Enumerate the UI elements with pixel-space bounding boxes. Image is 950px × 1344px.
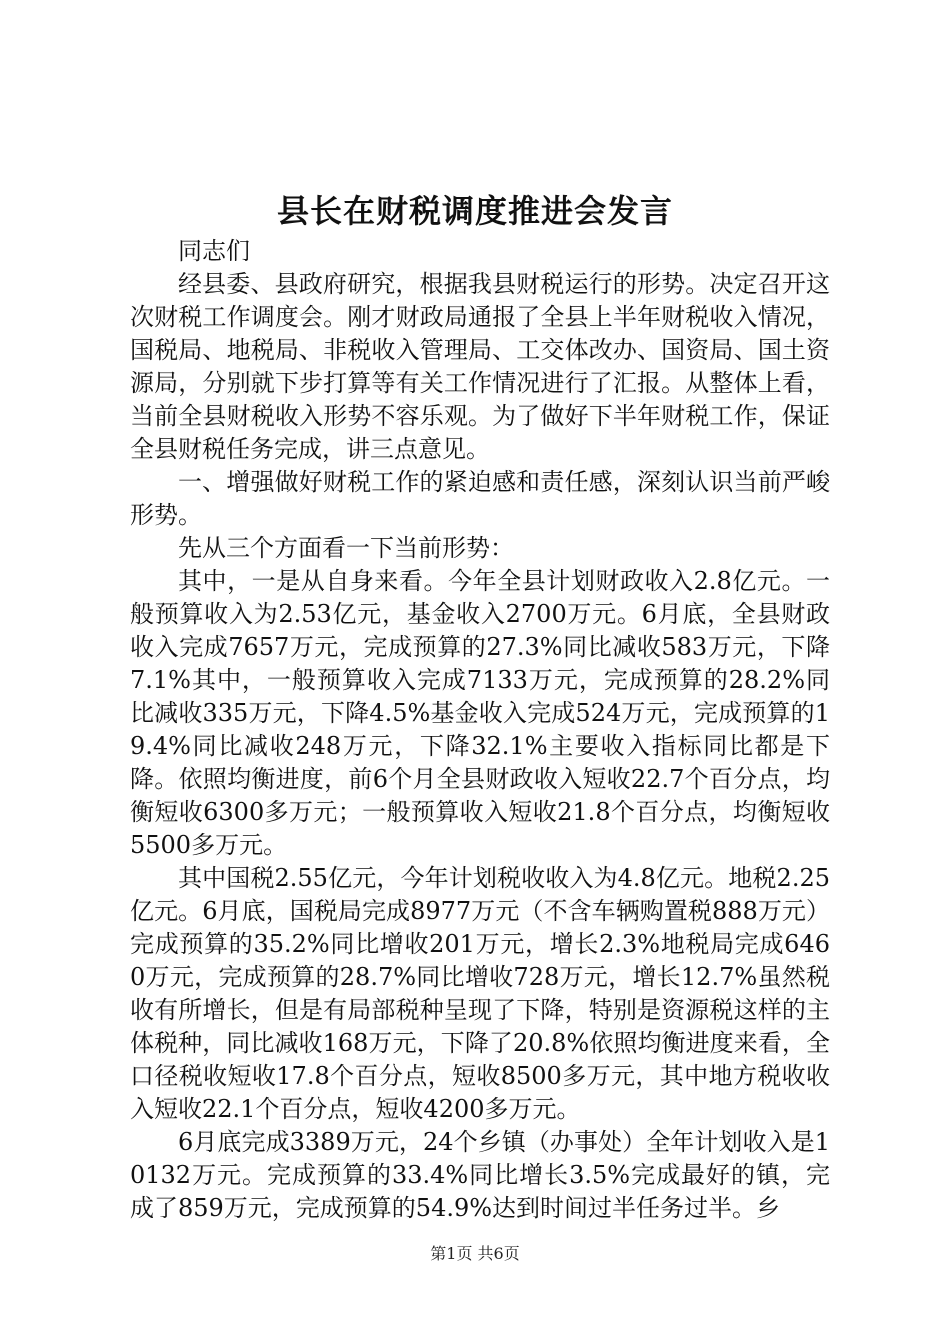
paragraph-tax-revenue: 其中国税2.55亿元，今年计划税收收入为4.8亿元。地税2.25亿元。6月底，国税局完成8977万元（不含车辆购置税888万元）完成预算的35.2%同比增收201万元，增长2.3%地税局完成6460万元，完成预算的28.7%同比增收728万元，增长12.7%虽然税收有所增长，但是有局部税种呈现了下降，特别是资源税这样的主体税种，同比减收168万元，下降了20.8%依照均衡进度来看，全口径税收短收17.8个百分点，短收8500多万元，其中地方税收收入短收22.1个百分点，短收4200多万元。 — [130, 864, 830, 1123]
paragraph-situation-intro: 先从三个方面看一下当前形势： — [178, 534, 514, 562]
paragraph-township-revenue: 6月底完成3389万元，24个乡镇（办事处）全年计划收入是10132万元。完成预算的33.4%同比增长3.5%完成最好的镇，完成了859万元，完成预算的54.9%达到时间过半任务过半。乡 — [130, 1128, 830, 1222]
document-body — [130, 235, 830, 1225]
paragraph-intro: 经县委、县政府研究，根据我县财税运行的形势。决定召开这次财税工作调度会。刚才财政局通报了全县上半年财税收入情况，国税局、地税局、非税收入管理局、工交体改办、国资局、国土资源局，分别就下步打算等有关工作情况进行了汇报。从整体上看，当前全县财税收入形势不容乐观。为了做好下半年财税工作，保证全县财税任务完成，讲三点意见。 — [130, 270, 830, 463]
paragraph-greeting: 同志们 — [178, 237, 250, 265]
page-number-footer: 第1页 共6页 — [430, 1244, 520, 1263]
paragraph-fiscal-revenue: 其中，一是从自身来看。今年全县计划财政收入2.8亿元。一般预算收入为2.53亿元，基金收入2700万元。6月底，全县财政收入完成7657万元，完成预算的27.3%同比减收583万元，下降7.1%其中，一般预算收入完成7133万元，完成预算的28.2%同比减收335万元，下降4.5%基金收入完成524万元，完成预算的19.4%同比减收248万元，下降32.1%主要收入指标同比都是下降。依照均衡进度，前6个月全县财政收入短收22.7个百分点，均衡短收6300多万元；一般预算收入短收21.8个百分点，均衡短收5500多万元。 — [130, 567, 830, 859]
paragraph-section-heading: 一、增强做好财税工作的紧迫感和责任感，深刻认识当前严峻形势。 — [130, 468, 830, 529]
document-title: 县长在财税调度推进会发言 — [276, 192, 673, 230]
